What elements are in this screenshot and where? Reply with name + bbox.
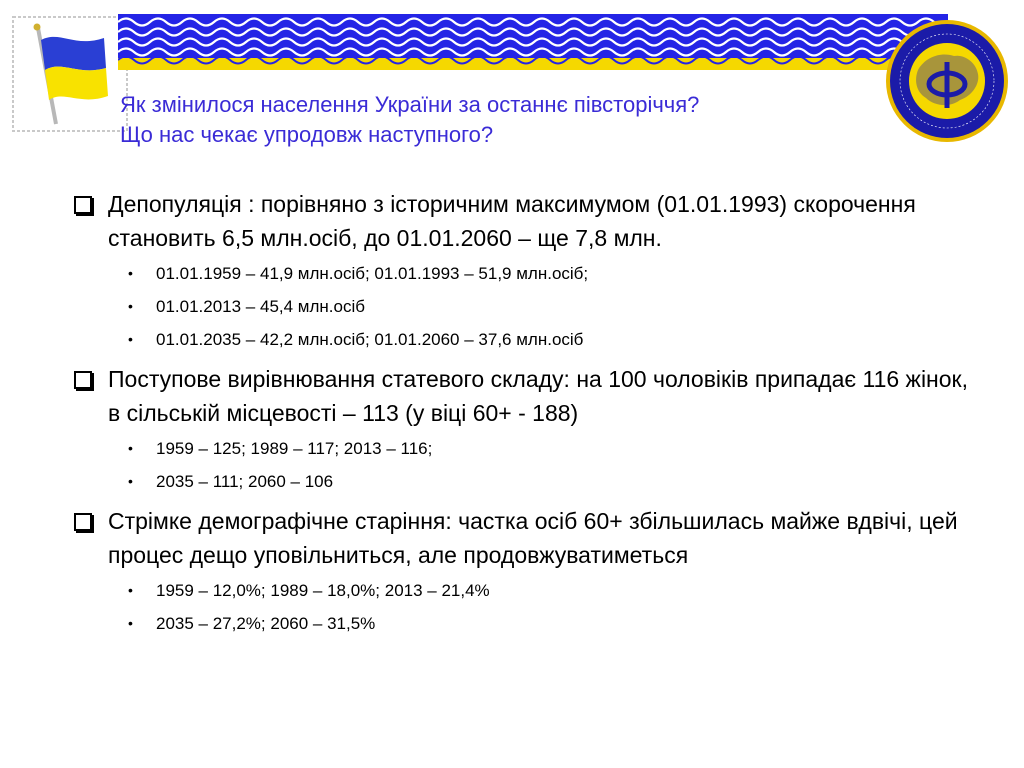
sub-list — [74, 574, 974, 640]
title-line-1: Як змінилося населення України за останнє півсторіччя? — [120, 92, 700, 117]
checkbox-bullet-icon — [74, 513, 92, 531]
sub-item: • 1959 – 12,0%; 1989 – 18,0%; 2013 – 21,4% — [74, 574, 974, 607]
ukrainian-flag-icon — [12, 16, 128, 132]
sub-list — [74, 257, 974, 356]
sub-item: • 2035 – 111; 2060 – 106 — [74, 465, 974, 498]
bullet-text: Поступове вирівнювання статевого складу: на 100 чоловіків припадає 116 жінок, в сільській місцевості – 113 (у віці 60+ - 188) — [108, 366, 968, 426]
bullet-dot-icon: • — [128, 440, 133, 456]
bullet-dot-icon: • — [128, 265, 133, 281]
bullet-text: Депопуляція : порівняно з історичним максимумом (01.01.1993) скорочення становить 6,5 млн.осіб, до 01.01.2060 – ще 7,8 млн. — [108, 191, 916, 251]
sub-list — [74, 432, 974, 498]
bullet-dot-icon: • — [128, 582, 133, 598]
bullet-item-sex-ratio — [74, 362, 974, 430]
checkbox-bullet-icon — [74, 196, 92, 214]
wave-banner — [118, 14, 948, 70]
sub-item: • 01.01.2013 – 45,4 млн.осіб — [74, 290, 974, 323]
bullet-dot-icon: • — [128, 331, 133, 347]
bullet-dot-icon: • — [128, 298, 133, 314]
bullet-text: Стрімке демографічне старіння: частка осіб 60+ збільшилась майже вдвічі, цей процес дещо уповільниться, але продовжуватиметься — [108, 508, 958, 568]
institute-seal-icon — [884, 18, 1010, 144]
sub-item: • 01.01.1959 – 41,9 млн.осіб; 01.01.1993 – 51,9 млн.осіб; — [74, 257, 974, 290]
sub-item: • 2035 – 27,2%; 2060 – 31,5% — [74, 607, 974, 640]
slide-content — [74, 187, 974, 646]
sub-item: • 1959 – 125; 1989 – 117; 2013 – 116; — [74, 432, 974, 465]
slide-title — [120, 90, 880, 150]
bullet-dot-icon: • — [128, 473, 133, 489]
title-line-2: Що нас чекає упродовж наступного? — [120, 122, 494, 147]
bullet-dot-icon: • — [128, 615, 133, 631]
checkbox-bullet-icon — [74, 371, 92, 389]
bullet-item-depopulation — [74, 187, 974, 255]
bullet-item-aging — [74, 504, 974, 572]
sub-item: • 01.01.2035 – 42,2 млн.осіб; 01.01.2060 – 37,6 млн.осіб — [74, 323, 974, 356]
